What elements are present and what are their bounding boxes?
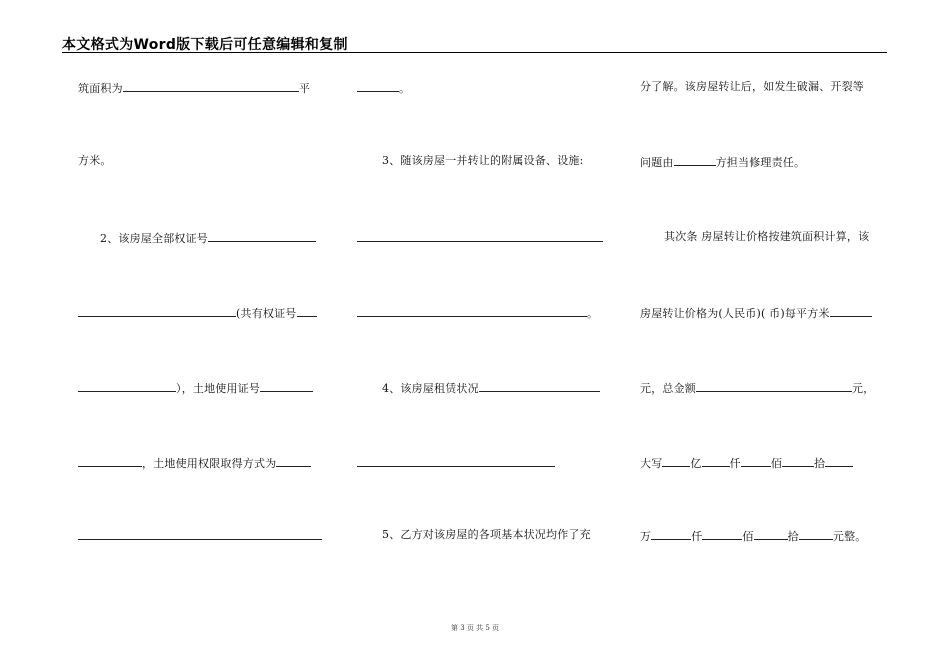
text: 亿 [690, 457, 702, 470]
c2-line-5 [382, 380, 600, 396]
c1-line-2: 方米。 [78, 154, 112, 167]
text: 元， [852, 382, 875, 395]
text: ），土地使用证号 [176, 382, 261, 395]
text: 佰 [770, 457, 783, 470]
text: 方担当修理责任。 [715, 156, 806, 169]
text: 平 [298, 82, 311, 95]
blank-field [78, 528, 322, 540]
c2-line-3 [357, 230, 603, 246]
c1-line-7 [78, 528, 322, 544]
blank-field [799, 528, 833, 540]
text: 筑面积为 [78, 82, 123, 95]
blank-field [357, 80, 399, 92]
text: 。 [587, 307, 599, 320]
text: (共有权证号 [236, 307, 297, 320]
blank-field [208, 230, 316, 242]
blank-field [357, 305, 587, 317]
c1-line-1 [78, 80, 310, 96]
c3-line-3: 其次条 房屋转让价格按建筑面积计算，该 [664, 230, 870, 243]
blank-field [78, 455, 142, 467]
blank-field [674, 154, 716, 166]
page-number: 第 3 页 共 5 页 [450, 624, 500, 632]
blank-field [479, 380, 600, 392]
text: 大写 [640, 457, 663, 470]
blank-field [741, 455, 771, 467]
blank-field [696, 380, 852, 392]
text: 仟 [691, 530, 703, 543]
blank-field [825, 455, 853, 467]
c3-line-6 [640, 455, 853, 471]
c2-line-4 [357, 305, 598, 321]
blank-field [782, 455, 814, 467]
text: 问题由 [640, 156, 674, 169]
c3-line-4 [640, 305, 872, 321]
text: 2、该房屋全部权证号 [100, 232, 208, 245]
text: 万 [640, 530, 652, 543]
c3-line-2 [640, 154, 805, 170]
blank-field [78, 380, 176, 392]
c3-line-1: 分了解。该房屋转让后，如发生破漏、开裂等 [640, 80, 864, 93]
blank-field [357, 230, 603, 242]
c2-line-6 [357, 455, 555, 471]
text: 佰 [742, 530, 754, 543]
blank-field [662, 455, 690, 467]
c1-line-3 [100, 230, 316, 246]
text: 拾 [814, 457, 826, 470]
text: ，土地使用权限取得方式为 [142, 457, 277, 470]
c2-line-1 [357, 80, 410, 96]
text: 房屋转让价格为(人民币)( 币)每平方米 [640, 307, 830, 320]
blank-field [754, 528, 788, 540]
blank-field [297, 305, 317, 317]
blank-field [702, 455, 730, 467]
blank-field [276, 455, 311, 467]
blank-field [651, 528, 691, 540]
c2-line-7: 5、乙方对该房屋的各项基本状况均作了充 [382, 528, 591, 541]
blank-field [260, 380, 313, 392]
text: 元，总金额 [640, 382, 696, 395]
header-rule [62, 52, 887, 53]
blank-field [123, 80, 299, 92]
c2-line-2: 3、随该房屋一并转让的附属设备、设施: [382, 154, 584, 167]
blank-field [357, 455, 555, 467]
c3-line-5 [640, 380, 874, 396]
c3-line-7 [640, 528, 866, 544]
c1-line-4 [78, 305, 317, 321]
text: 元整。 [832, 530, 867, 543]
text: 拾 [787, 530, 799, 543]
page-header-title: 本文格式为Word版下载后可任意编辑和复制 [62, 37, 348, 53]
text: 。 [399, 82, 411, 95]
c1-line-6 [78, 455, 311, 471]
blank-field [830, 305, 872, 317]
text: 4、该房屋租赁状况 [382, 382, 479, 395]
text: 仟 [729, 457, 741, 470]
blank-field [702, 528, 742, 540]
c1-line-5 [78, 380, 313, 396]
blank-field [78, 305, 236, 317]
